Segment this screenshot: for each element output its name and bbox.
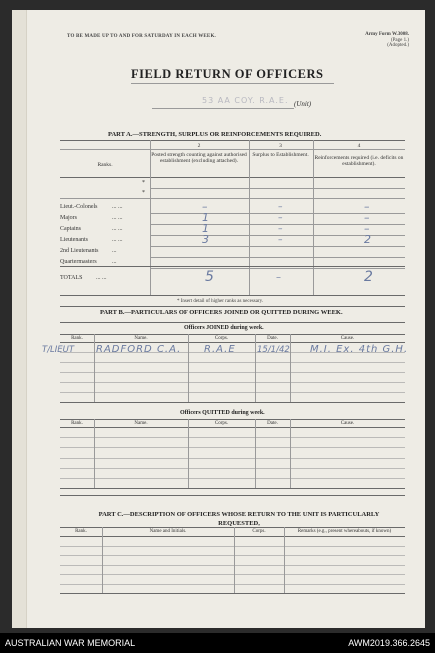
rank-dots: ... ... (112, 215, 123, 221)
table-row-rule (60, 392, 405, 393)
totals-posted: 5 (205, 269, 214, 285)
rank-label: Majors (60, 215, 77, 221)
surplus-value: – (278, 235, 283, 245)
part-a-bottom-rule (60, 295, 405, 296)
form-adopted-line: (Adopted.) (387, 43, 409, 48)
part-c-top-rule (60, 495, 405, 496)
table-column-header: Name and Initials. (149, 529, 187, 534)
part-b-top-rule (60, 306, 405, 307)
table-column-header: Corps. (214, 336, 229, 341)
quitted-top-rule (60, 419, 405, 420)
rank-dots: ... ... (112, 237, 123, 243)
table-row-rule (60, 546, 405, 547)
table-row-rule (60, 574, 405, 575)
surplus-value: – (278, 202, 283, 212)
table-row-rule (60, 478, 405, 479)
rank-row-rule (150, 257, 405, 258)
posted-value: 3 (202, 233, 209, 246)
rank-label: Lieut.-Colonels (60, 204, 98, 210)
rank-dots: ... (112, 259, 117, 265)
unit-label: (Unit) (294, 100, 312, 108)
part-a-vline-2 (249, 140, 250, 295)
form-page-line: (Page 1.) (390, 37, 409, 43)
joined-rank: T/LIEUT (42, 345, 75, 355)
archive-name: AUSTRALIAN WAR MEMORIAL (5, 638, 136, 648)
joined-date: 15/1/42 (257, 345, 290, 355)
part-a-header-rule (60, 177, 405, 178)
rank-label: Lieutenants (60, 237, 88, 243)
table-bottom-rule (60, 488, 405, 489)
part-a-row-rule-0b (60, 198, 405, 199)
rank-label: Quartermasters (60, 259, 97, 265)
joined-corps: R.A.E (204, 344, 236, 355)
header-instruction: TO BE MADE UP TO AND FOR SATURDAY IN EACH WEEK. (67, 34, 217, 39)
joined-heading: Officers JOINED during week. (184, 325, 264, 331)
rank-dots: ... ... (112, 204, 123, 210)
rank-dots: ... (112, 248, 117, 254)
form-sheet (12, 10, 425, 628)
part-b-heading-rule (60, 322, 405, 323)
totals-label: TOTALS (60, 275, 83, 281)
archive-reference: AWM2019.366.2645 (348, 638, 430, 648)
joined-cause: M.I. Ex. 4th G.H. (310, 344, 409, 355)
col-posted-header: Posted strength counting against authorised establishment (excluding attached). (151, 152, 247, 164)
rank-label: Captains (60, 226, 81, 232)
table-column-header: Rank. (71, 421, 83, 426)
table-row-rule (60, 362, 405, 363)
part-a-footnote: * Insert detail of higher ranks as necessary. (177, 299, 264, 304)
posted-value: – (202, 200, 208, 213)
table-column-header: Corps. (214, 421, 229, 426)
table-column-header: Remarks (e.g., present whereabouts, if known) (297, 529, 392, 534)
left-margin-strip (12, 10, 27, 628)
table-header-rule (60, 427, 405, 428)
table-row-rule (60, 382, 405, 383)
rank-label: 2nd Lieutenants (60, 248, 99, 254)
part-a-top-rule (60, 140, 405, 141)
table-column-header: Name. (134, 336, 148, 341)
part-c-heading-rule (60, 527, 405, 528)
form-title: FIELD RETURN OF OFFICERS (131, 67, 324, 81)
col-surplus-header: Surplus to Establishment. (252, 152, 309, 158)
table-column-header: Cause. (340, 336, 355, 341)
form-code (347, 32, 409, 49)
table-row-rule (60, 584, 405, 585)
part-c-heading-line-1: PART C.—DESCRIPTION OF OFFICERS WHOSE RETURN TO THE UNIT IS PARTICULARLY (98, 511, 380, 518)
totals-surplus: – (276, 272, 281, 283)
part-b-heading: PART B.—PARTICULARS OF OFFICERS JOINED OR QUITTED DURING WEEK. (100, 309, 343, 316)
unit-line (152, 108, 294, 109)
table-column-header: Rank. (75, 529, 87, 534)
part-a-row-rule-0 (150, 188, 405, 189)
rank-dots: ... ... (112, 226, 123, 232)
table-column-header: Date. (267, 336, 278, 341)
part-c-bottom-rule (60, 593, 405, 594)
asterisk-2: * (142, 190, 145, 196)
table-row-rule (60, 372, 405, 373)
reinforcement-value: – (364, 222, 370, 235)
joined-name: RADFORD C.A. (96, 344, 182, 355)
joined-top-rule (60, 334, 405, 335)
posted-value: 1 (202, 222, 209, 235)
col-num-rule (60, 149, 405, 150)
col-num-4: 4 (357, 143, 361, 149)
part-a-vline-1 (150, 140, 151, 295)
totals-dots: ... ... (96, 275, 107, 281)
table-row-rule (60, 565, 405, 566)
table-row-rule (60, 458, 405, 459)
posted-value: 1 (202, 211, 209, 224)
col-num-3: 3 (279, 143, 282, 149)
rank-row-rule (150, 246, 405, 247)
quitted-heading: Officers QUITTED during week. (180, 410, 265, 416)
part-a-vline-3 (313, 140, 314, 295)
table-bottom-rule (60, 402, 405, 403)
table-row-rule (60, 447, 405, 448)
part-c-heading-line-2: REQUESTED, (218, 520, 260, 527)
asterisk-1: * (142, 180, 145, 186)
reinforcement-value: – (364, 200, 370, 213)
table-row-rule (60, 437, 405, 438)
table-header-rule (60, 342, 405, 343)
col-reinforce-header: Reinforcements required (i.e. deficits on establishment). (314, 155, 404, 167)
form-code-line: Army Form W.3008. (365, 32, 409, 37)
table-header-rule (60, 536, 405, 537)
reinforcement-value: – (364, 211, 370, 224)
table-row-rule (60, 555, 405, 556)
title-underline (131, 83, 334, 84)
surplus-value: – (278, 213, 283, 223)
unit-stamp: 53 AA COY. R.A.E. (202, 96, 289, 105)
table-column-header: Corps. (252, 529, 266, 534)
table-column-header: Name. (134, 421, 148, 426)
col-ranks-header: Ranks. (97, 162, 113, 168)
surplus-value: – (278, 224, 283, 234)
totals-reinforce: 2 (364, 269, 373, 285)
col-num-2: 2 (197, 143, 201, 149)
table-column-header: Date. (267, 421, 278, 426)
table-row-rule (60, 468, 405, 469)
archive-footer (0, 633, 435, 653)
reinforcement-value: 2 (364, 233, 371, 246)
table-column-header: Rank. (71, 336, 83, 341)
part-a-heading: PART A.—STRENGTH, SURPLUS OR REINFORCEMENTS REQUIRED. (108, 131, 322, 138)
part-a-totals-rule (60, 266, 405, 267)
part-c-heading (74, 510, 404, 528)
table-column-header: Cause. (340, 421, 355, 426)
